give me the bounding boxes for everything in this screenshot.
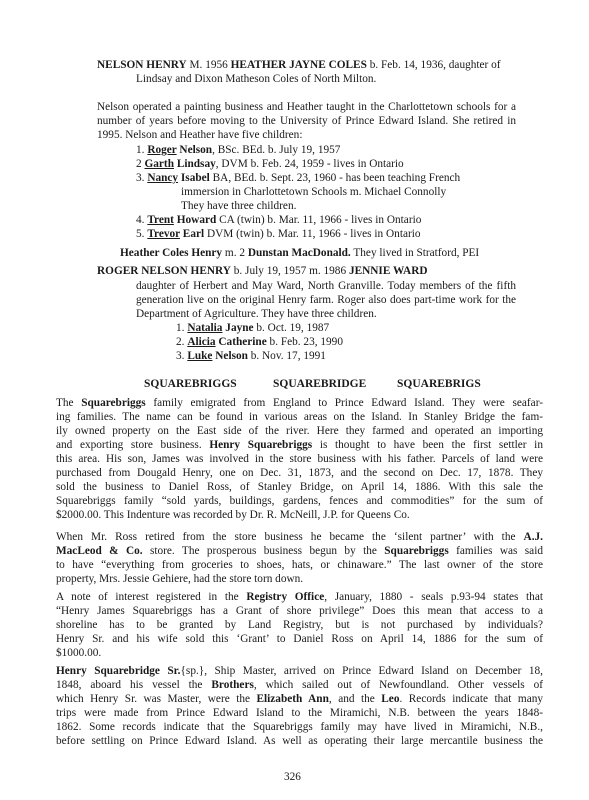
bold-run: Henry Squarebridge Sr. — [56, 665, 181, 677]
para2-line — [56, 466, 543, 480]
child-first-name: Luke — [187, 350, 213, 362]
para3-line — [56, 544, 543, 558]
child-first-name: Alicia — [187, 336, 216, 348]
bold-run: A.J. — [523, 531, 543, 543]
child-first-name: Garth — [144, 158, 174, 170]
text-run: store. The prosperous business begun by the — [142, 545, 385, 558]
para2-line — [56, 396, 543, 410]
para3-line — [56, 572, 543, 586]
para5-line — [56, 734, 543, 748]
text-run: ily owned property on the East side of the river. Here they farmed and operated an importing — [56, 425, 543, 438]
child-list-item: 4. Trent Howard CA (twin) b. Mar. 11, 1966 - lives in Ontario — [136, 214, 422, 226]
entry2-line-0: daughter of Herbert and May Ward, North Granville. Today members of the fifth — [136, 280, 516, 292]
text-run: 1862. Some records indicate that the Squarebriggs family may have lived in Miramichi, N.B., — [56, 721, 543, 734]
husband-name: NELSON HENRY — [97, 59, 187, 71]
text-run: A note of interest registered in the — [56, 591, 247, 603]
wife-name: JENNIE WARD — [348, 265, 428, 277]
text-run: purchased from Dougald Henry, one on Dec. 31, 1873, and the second on Dec. 17, 1878. They — [56, 467, 543, 480]
child-continuation: They have three children. — [181, 200, 297, 212]
para2-line — [56, 508, 543, 522]
child-list-item: 3. Luke Nelson b. Nov. 17, 1991 — [176, 350, 326, 362]
bold-run: Leo — [381, 693, 400, 706]
text-run: $2000.00. This Indenture was recorded by Dr. R. McNeill, J.P. for Queens Co. — [56, 509, 410, 522]
wife-birth: b. Feb. 14, 1936, daughter of — [369, 59, 501, 71]
para1-line-1: number of years before moving to the University of Prince Edward Island. She retired in — [97, 115, 516, 127]
para2-line — [56, 410, 543, 424]
text-run: and exporting store business. — [56, 439, 210, 452]
bold-run: Brothers — [211, 679, 254, 692]
para4-line — [56, 590, 543, 604]
entry2-line-2: Department of Agriculture. They have three children. — [136, 308, 377, 320]
text-run: is thought to have been the first settler in — [312, 439, 543, 452]
bold-run: Henry Squarebriggs — [209, 439, 313, 452]
child-first-name: Roger — [147, 144, 177, 156]
entry-roger-header: ROGER NELSON HENRY b. July 19, 1957 m. 1986 JENNIE WARD — [97, 265, 428, 277]
child-first-name: Trevor — [147, 228, 180, 240]
page-number: 326 — [284, 771, 301, 783]
para5-line — [56, 664, 543, 678]
para2-line — [56, 480, 543, 494]
para2-line — [56, 452, 543, 466]
section-header-3: SQUAREBRIGS — [397, 378, 481, 390]
para3-line — [56, 558, 543, 572]
wife-parents: Lindsay and Dixon Matheson Coles of North Milton. — [136, 73, 377, 85]
text-run: $1000.00. — [56, 647, 102, 660]
text-run: trips were made from Prince Edward Island to the Miramichi, N.B. between the years 1848- — [56, 707, 543, 720]
text-run: shoreline has to be granted by Land Registry, but is not purchased by individuals? — [56, 619, 543, 632]
para4-line — [56, 618, 543, 632]
para2-line — [56, 424, 543, 438]
wife-name: HEATHER JAYNE COLES — [230, 59, 367, 71]
text-run: family emigrated from England to Prince Edward Island. They were seafar- — [145, 397, 543, 409]
para4-line — [56, 604, 543, 618]
para4-line — [56, 632, 543, 646]
para5-line — [56, 678, 543, 692]
child-first-name: Nancy — [147, 172, 179, 184]
bold-run: MacLeod & Co. — [56, 545, 143, 558]
child-list-item: 1. Roger Nelson, BSc. BEd. b. July 19, 1957 — [136, 144, 341, 156]
text-run: sold the business to Daniel Ross, of Stanley Bridge, on April 14, 1886. With this sale the — [56, 481, 543, 494]
entry2-line-1: generation live on the original Henry farm. Roger also does part-time work for the — [136, 294, 516, 306]
text-run: {sp.}, Ship Master, arrived on Prince Edward Island on December 18, — [180, 665, 543, 677]
bold-run: Registry Office — [246, 591, 325, 603]
text-run: Henry Sr. and his wife sold this ‘Grant’ to Daniel Ross on April 14, 1886 for the sum of — [56, 633, 543, 646]
child-list-item: 5. Trevor Earl DVM (twin) b. Mar. 11, 1966 - lives in Ontario — [136, 228, 421, 240]
text-run: “Henry James Squarebriggs has a Grant of shore privilege” Does this mean that access to a — [56, 605, 543, 618]
text-run: before settling on Prince Edward Island. As well as operating their large mercantile business the — [56, 735, 543, 748]
heather-remarriage: Heather Coles Henry m. 2 Dunstan MacDonald. They lived in Stratford, PEI — [120, 247, 480, 259]
text-run: , which sailed out of Newfoundland. Other vessels of — [253, 679, 543, 692]
para2-line — [56, 494, 543, 508]
para5-line — [56, 720, 543, 734]
text-run: , January, 1880 - seals p.93-94 states that — [324, 591, 543, 603]
section-header-2: SQUAREBRIDGE — [273, 378, 367, 390]
text-run: Squarebriggs family “sold yards, buildings, gardens, fences and commodities” for the sum of — [56, 495, 543, 508]
para5-line — [56, 692, 543, 706]
child-list-item: 2 Garth Lindsay, DVM b. Feb. 24, 1959 - lives in Ontario — [136, 158, 404, 170]
text-run: to have “everything from groceries to shoes, hats, or chinaware.” The last owner of the store — [56, 559, 543, 572]
text-run: . Records indicate that many — [399, 693, 544, 706]
child-list-item: 2. Alicia Catherine b. Feb. 23, 1990 — [176, 336, 343, 348]
bold-run: Squarebriggs — [384, 545, 449, 558]
text-run: ing families. The name can be found in various areas on the Island. In Stanley Bridge the fam- — [56, 411, 543, 424]
child-first-name: Trent — [147, 214, 174, 226]
text-run: property, Mrs. Jessie Gehiere, had the store torn down. — [56, 573, 304, 586]
text-run: which Henry Sr. was Master, were the — [56, 693, 257, 706]
section-header-1: SQUAREBRIGGS — [144, 378, 237, 390]
text-run: The — [56, 397, 82, 409]
child-list-item: 1. Natalia Jayne b. Oct. 19, 1987 — [176, 322, 330, 334]
child-list-item: 3. Nancy Isabel BA, BEd. b. Sept. 23, 1960 - has been teaching French — [136, 172, 461, 184]
bold-run: Squarebriggs — [81, 397, 146, 409]
text-run: this area. His son, James was involved in the store business with his father. Parcels of land were — [56, 453, 543, 466]
text-run: When Mr. Ross retired from the store business he became the ‘silent partner’ with the — [56, 531, 524, 543]
husband-name: ROGER NELSON HENRY — [97, 265, 231, 277]
child-continuation: immersion in Charlottetown Schools m. Michael Connolly — [181, 186, 447, 198]
para2-line — [56, 438, 543, 452]
text-run: , and the — [328, 693, 382, 706]
text-run: families was said — [448, 545, 543, 558]
child-first-name: Natalia — [187, 322, 223, 334]
para1-line-2: 1995. Nelson and Heather have five children: — [97, 129, 303, 141]
para4-line — [56, 646, 543, 660]
para1-line-0: Nelson operated a painting business and Heather taught in the Charlottetown schools for a — [97, 101, 516, 113]
text-run: 1848, aboard his vessel the — [56, 679, 212, 692]
bold-run: Elizabeth Ann — [256, 693, 329, 706]
para3-line — [56, 530, 543, 544]
marriage-date: M. 1956 — [189, 59, 228, 71]
para5-line — [56, 706, 543, 720]
entry-nelson-header — [97, 58, 501, 72]
